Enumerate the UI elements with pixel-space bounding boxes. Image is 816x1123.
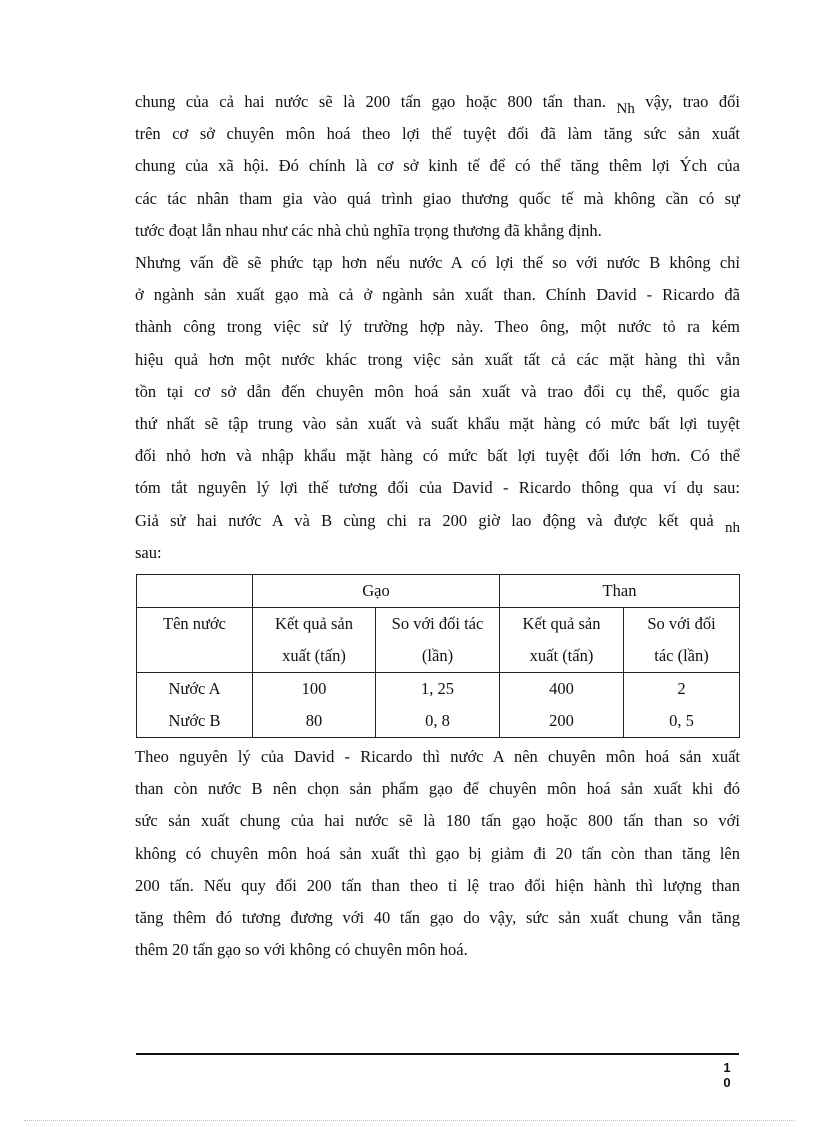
paragraph-1-line-5: tước đoạt lẫn nhau như các nhà chủ nghĩa trọng thương đã khẳng định. — [135, 220, 602, 240]
paragraph-3 — [135, 741, 740, 966]
paragraph-2-line-3: thành công trong việc sử lý trường hợp này. Theo ông, một nước tỏ ra kém — [135, 317, 740, 337]
paragraph-3-line-4: không có chuyên môn hoá sản xuất thì gạo bị giảm đi 20 tấn còn than tăng lên — [135, 843, 740, 863]
paragraph-2-line-7: đối nhỏ hơn và nhập khẩu mặt hàng có mức bất lợi tuyệt đối lớn hơn. Có thể — [135, 446, 740, 466]
comparison-table — [136, 574, 740, 738]
value-a: 400 — [549, 679, 574, 698]
value-a: 2 — [677, 679, 686, 698]
gao-output-cell — [253, 673, 376, 738]
country-a-label: Nước A — [168, 679, 221, 698]
value-b: 80 — [305, 711, 323, 730]
subscript-fragment: nh — [725, 519, 741, 536]
paragraph-3-line-7: thêm 20 tấn gạo so với không có chuyên môn hoá. — [135, 940, 468, 960]
page-number — [717, 1060, 737, 1090]
paragraph-1-line-2: trên cơ sở chuyên môn hoá theo lợi thế tuyệt đối đã làm tăng sức sản xuất — [135, 124, 740, 144]
paragraph-2-line-10: sau: — [135, 542, 162, 562]
paragraph-2 — [135, 247, 740, 569]
paragraph-1-line-4: các tác nhân tham gia vào quá trình giao thương quốc tế mà không cần có sự — [135, 188, 740, 208]
footer-divider — [136, 1053, 739, 1055]
table-row — [137, 673, 740, 738]
subheader-line: So với đối tác — [391, 614, 484, 633]
line-text-before: Giả sử hai nước A và B cùng chi ra 200 giờ lao động và được kết quả — [135, 510, 714, 530]
paragraph-2-line-2: ở ngành sản xuất gạo mà cả ở ngành sản xuất than. Chính David - Ricardo đã — [135, 285, 740, 305]
subheader-line: xuất (tấn) — [282, 646, 346, 665]
page-number-digit: 1 — [723, 1060, 731, 1075]
country-b-label: Nước B — [168, 711, 221, 730]
gao-ratio-cell — [376, 673, 500, 738]
paragraph-2-line-6: thứ nhất sẽ tập trung vào sản xuất và suất khẩu mặt hàng có mức bất lợi tuyệt — [135, 413, 740, 433]
subheader-gao-ratio — [376, 608, 500, 673]
paragraph-1-line-3: chung của xã hội. Đó chính là cơ sở kinh tế để có thể tăng thêm lợi Ých của — [135, 156, 740, 176]
paragraph-2-line-1: Nhưng vấn đề sẽ phức tạp hơn nếu nước A có lợi thế so với nước B không chỉ — [135, 253, 740, 272]
line-text-before: chung của cả hai nước sẽ là 200 tấn gạo hoặc 800 tấn than. — [135, 92, 606, 111]
than-ratio-cell — [624, 673, 740, 738]
paragraph-3-line-3: sức sản xuất chung của hai nước sẽ là 180 tấn gạo hoặc 800 tấn than so với — [135, 811, 740, 831]
subheader-than-ratio — [624, 608, 740, 673]
subheader-line: tác (lần) — [654, 646, 709, 665]
subheader-line: So với đối — [647, 614, 716, 633]
page-number-digit: 0 — [723, 1075, 731, 1090]
table-header-row — [137, 575, 740, 608]
paragraph-3-line-1: Theo nguyên lý của David - Ricardo thì nước A nên chuyên môn hoá sản xuất — [135, 747, 740, 766]
paragraph-2-line-4: hiệu quả hơn một nước khác trong việc sản xuất tất cả các mặt hàng thì vẫn — [135, 349, 740, 369]
paragraph-3-line-6: tăng thêm đó tương đương với 40 tấn gạo do vậy, sức sản xuất chung vẫn tăng — [135, 907, 740, 927]
country-header-cell: Tên nước — [137, 608, 253, 673]
header-than: Than — [500, 575, 740, 608]
subheader-line: Kết quả sản — [522, 614, 601, 633]
subheader-gao-output — [253, 608, 376, 673]
value-b: 0, 8 — [425, 711, 450, 730]
header-gao: Gạo — [253, 575, 500, 608]
paragraph-3-line-2: than còn nước B nên chọn sản phẩm gạo để chuyên môn hoá sản xuất khi đó — [135, 779, 740, 799]
value-b: 200 — [549, 711, 574, 730]
paragraph-2-line-8: tóm tắt nguyên lý lợi thế tương đối của David - Ricardo thông qua ví dụ sau: — [135, 478, 740, 498]
subheader-than-output — [500, 608, 624, 673]
subheader-line: xuất (tấn) — [529, 646, 594, 665]
paragraph-3-line-5: 200 tấn. Nếu quy đổi 200 tấn than theo tỉ lệ trao đổi hiện hành thì lượng than — [135, 875, 740, 895]
paragraph-2-line-5: tồn tại cơ sở dẫn đến chuyên môn hoá sản xuất và trao đổi cụ thể, quốc gia — [135, 381, 740, 401]
value-a: 100 — [301, 679, 327, 698]
empty-corner-cell — [137, 575, 253, 608]
paragraph-2-line-9 — [135, 505, 740, 537]
subheader-line: (lần) — [421, 646, 454, 665]
table-subheader-row — [137, 608, 740, 673]
subscript-fragment: Nh — [616, 101, 635, 117]
country-cell — [137, 673, 253, 738]
subheader-line: Kết quả sản — [275, 614, 353, 633]
paragraph-1 — [135, 86, 740, 247]
value-b: 0, 5 — [669, 711, 694, 730]
than-output-cell — [500, 673, 624, 738]
paragraph-1-line-1 — [135, 86, 740, 118]
page-edge-dotted-line — [24, 1120, 794, 1121]
value-a: 1, 25 — [421, 679, 454, 698]
line-text-after: vậy, trao đổi — [645, 92, 741, 111]
